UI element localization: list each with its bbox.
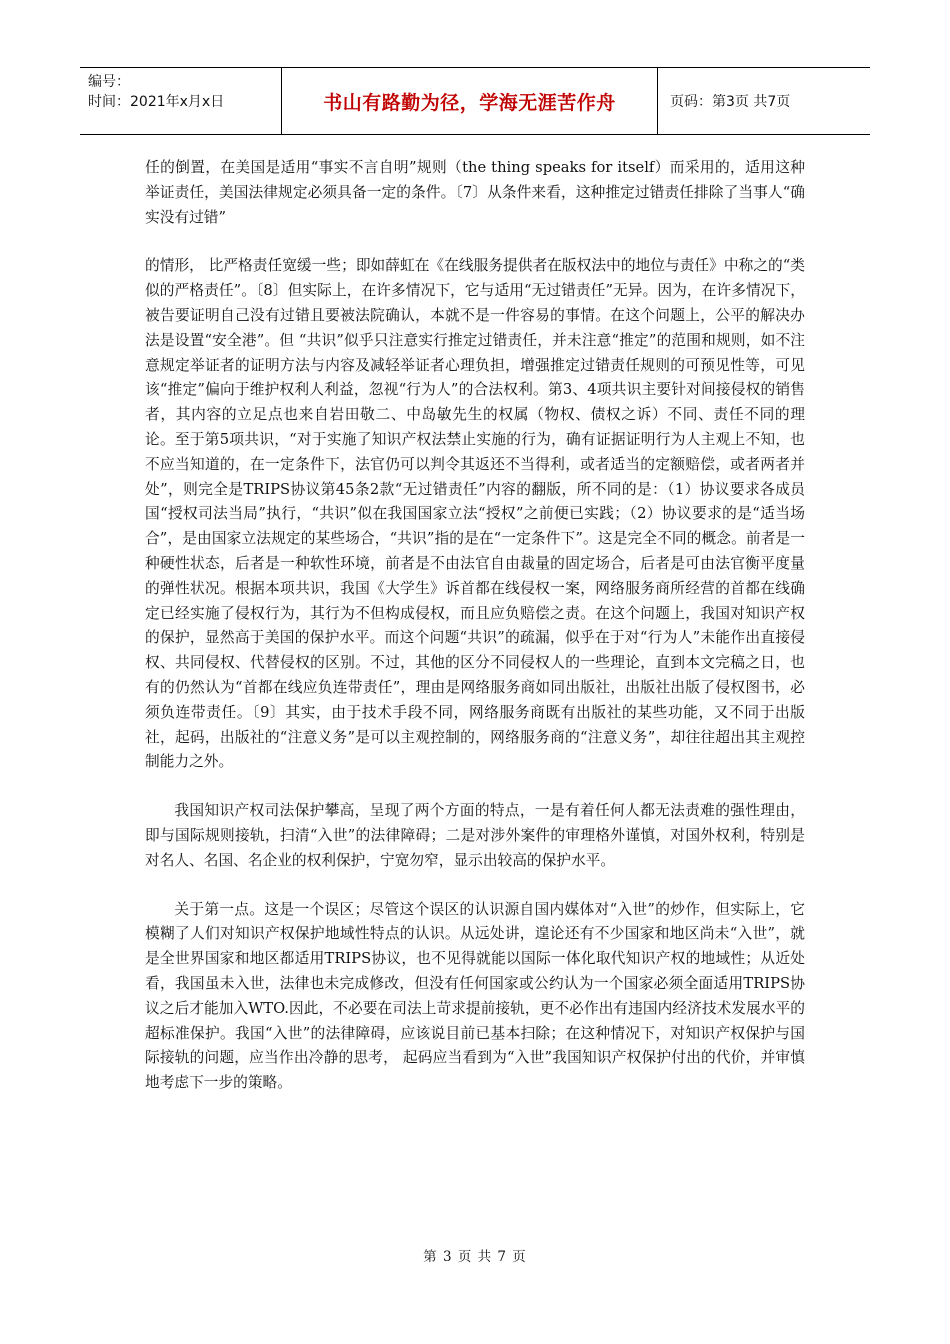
header-meta (80, 68, 282, 134)
header-page-number: 页码：第3页 共7页 (670, 94, 791, 110)
body-paragraph-1: 任的倒置，在美国是适用“事实不言自明”规则（the thing speaks for itself）而采用的，适用这种举证责任，美国法律规定必须具备一定的条件。〔7〕从条件来看，这种推定过错责任排除了当事人“确实没有过错” (145, 159, 805, 226)
document-number-label: 编号： (88, 74, 130, 90)
header-motto: 书山有路勤为径，学海无涯苦作舟 (282, 68, 658, 134)
body-paragraph-3: 我国知识产权司法保护攀高，呈现了两个方面的特点，一是有着任何人都无法责难的强性理由，即与国际规则接轨，扫清“入世”的法律障碍；二是对涉外案件的审理格外谨慎，对国外权利，特别是对名人、名国、名企业的权利保护，宁宽勿窄，显示出较高的保护水平。 (145, 802, 805, 869)
page-footer: 第 3 页 共 7 页 (423, 1249, 527, 1265)
page-header (80, 67, 870, 135)
document-date-label: 时间：2021年x月x日 (88, 94, 225, 110)
body-paragraph-2: 的情形， 比严格责任宽缓一些；即如薛虹在《在线服务提供者在版权法中的地位与责任》中称之的“类似的严格责任”。〔8〕但实际上，在许多情况下，它与适用“无过错责任”无异。因为，在许多情况下，被告要证明自己没有过错且要被法院确认，本就不是一件容易的事情。在这个问题上，公平的解决办法是设置“安全港”。但 “共识”似乎只注意实行推定过错责任，并未注意“推定”的范围和规则，如不注意规定举证者的证明方法与内容及减轻举证者心理负担，增强推定过错责任规则的可预见性等，可见该“推定”偏向于维护权利人利益，忽视“行为人”的合法权利。第3、4项共识主要针对间接侵权的销售者，其内容的立足点也来自岩田敬二、中岛敏先生的权属（物权、债权之诉）不同、责任不同的理论。至于第5项共识，“对于实施了知识产权法禁止实施的行为，确有证据证明行为人主观上不知，也不应当知道的，在一定条件下，法官仍可以判令其返还不当得利，或者适当的定额赔偿，或者两者并处”，则完全是TRIPS协议第45条2款“无过错责任”内容的翻版，所不同的是：（1）协议要求各成员国“授权司法当局”执行，“共识”似在我国国家立法“授权”之前便已实践；（2）协议要求的是“适当场合”，是由国家立法规定的某些场合，“共识”指的是在“一定条件下”。这是完全不同的概念。前者是一种硬性状态，后者是一种软性环境，前者是不由法官自由裁量的固定场合，后者是可由法官衡平度量的弹性状况。根据本项共识，我国《大学生》诉首都在线侵权一案，网络服务商所经营的首都在线确定已经实施了侵权行为，其行为不但构成侵权，而且应负赔偿之责。在这个问题上，我国对知识产权的保护，显然高于美国的保护水平。而这个问题“共识”的疏漏，似乎在于对“行为人”未能作出直接侵权、共同侵权、代替侵权的区别。不过，其他的区分不同侵权人的一些理论，直到本文完稿之日，也有的仍然认为“首都在线应负连带责任”，理由是网络服务商如同出版社，出版社出版了侵权图书，必须负连带责任。〔9〕其实，由于技术手段不同，网络服务商既有出版社的某些功能，又不同于出版社，起码，出版社的“注意义务”是可以主观控制的，网络服务商的“注意义务”，却往往超出其主观控制能力之外。 (145, 257, 805, 771)
body-paragraph-4: 关于第一点。这是一个误区；尽管这个误区的认识源自国内媒体对“入世”的炒作，但实际上，它模糊了人们对知识产权保护地域性特点的认识。从远处讲，遑论还有不少国家和地区尚未“入世”，就是全世界国家和地区都适用TRIPS协议，也不见得就能以国际一体化取代知识产权的地域性；从近处看，我国虽未入世，法律也未完成修改，但没有任何国家或公约认为一个国家必须全面适用TRIPS协议之后才能加入WTO.因此，不必要在司法上苛求提前接轨，更不必作出有违国内经济技术发展水平的超标准保护。我国“入世”的法律障碍，应该说目前已基本扫除；在这种情况下，对知识产权保护与国际接轨的问题，应当作出冷静的思考， 起码应当看到为“入世”我国知识产权保护付出的代价，并审慎地考虑下一步的策略。 (145, 900, 805, 1092)
document-body (145, 156, 805, 1096)
